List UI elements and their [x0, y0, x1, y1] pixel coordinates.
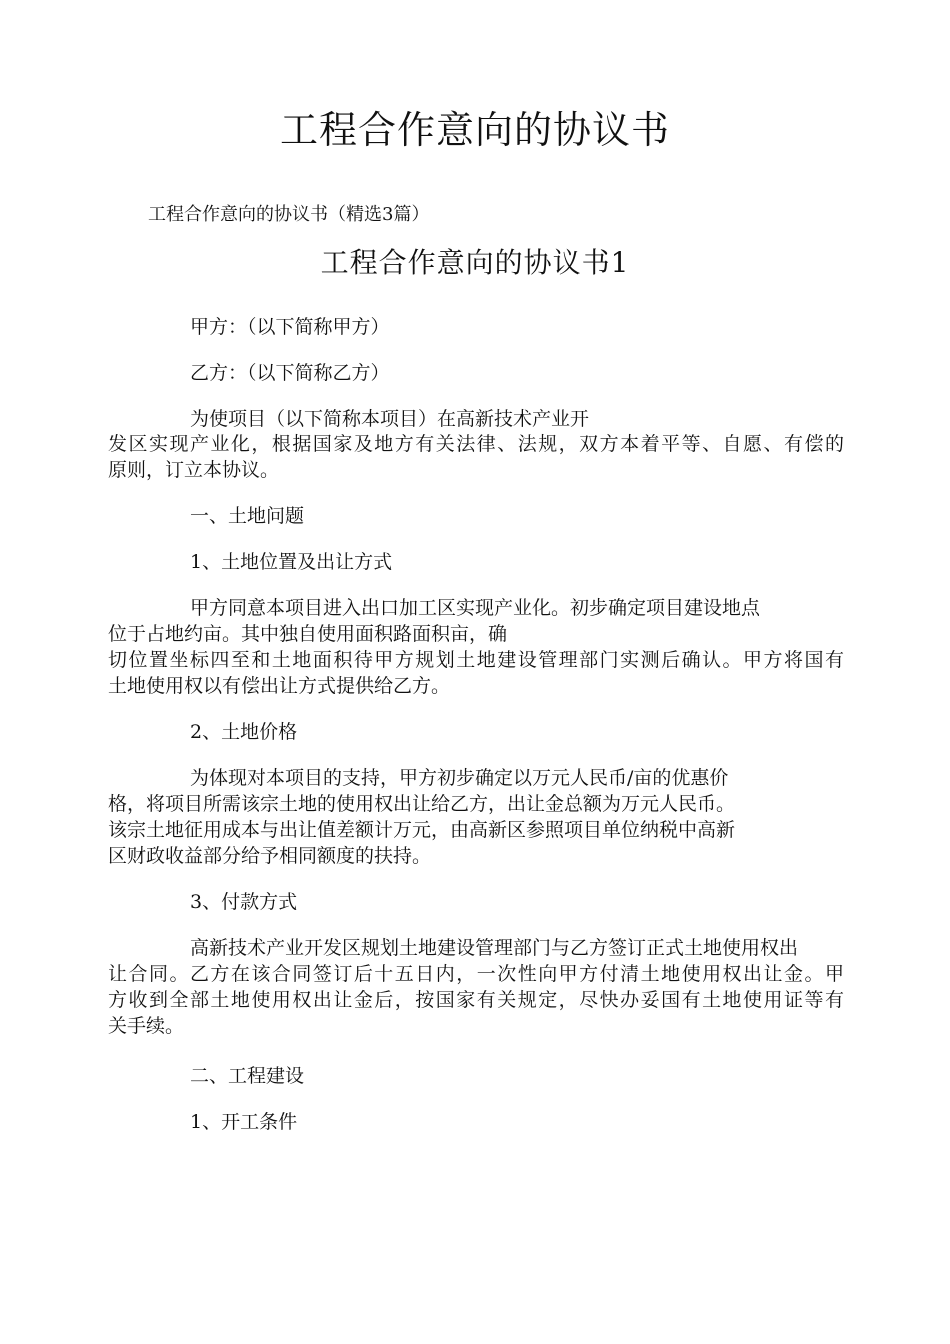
paragraph-line: 为使项目（以下简称本项目）在高新技术产业开 — [190, 408, 590, 430]
item-heading-location: 1、土地位置及出让方式 — [190, 551, 393, 573]
section-heading-land: 一、土地问题 — [190, 505, 305, 527]
party-a-line: 甲方：（以下简称甲方） — [190, 316, 390, 338]
paragraph-line: 切位置坐标四至和土地面积待甲方规划土地建设管理部门实测后确认。甲方将国有 — [108, 649, 844, 671]
paragraph-line: 位于占地约亩。其中独自使用面积路面积亩，确 — [108, 623, 508, 645]
paragraph-line: 高新技术产业开发区规划土地建设管理部门与乙方签订正式土地使用权出 — [190, 937, 799, 959]
section-heading-construction: 二、工程建设 — [190, 1065, 305, 1087]
paragraph-line: 该宗土地征用成本与出让值差额计万元，由高新区参照项目单位纳税中高新 — [108, 819, 736, 841]
item-heading-payment: 3、付款方式 — [190, 891, 298, 913]
party-b-line: 乙方：（以下简称乙方） — [190, 362, 390, 384]
paragraph-line: 甲方同意本项目进入出口加工区实现产业化。初步确定项目建设地点 — [190, 597, 761, 619]
paragraph-line: 让合同。乙方在该合同签订后十五日内，一次性向甲方付清土地使用权出让金。甲 — [108, 963, 844, 985]
paragraph-line: 关手续。 — [108, 1015, 185, 1037]
paragraph-line: 土地使用权以有偿出让方式提供给乙方。 — [108, 675, 451, 697]
paragraph-line: 方收到全部土地使用权出让金后，按国家有关规定，尽快办妥国有土地使用证等有 — [108, 989, 844, 1011]
paragraph-line: 发区实现产业化，根据国家及地方有关法律、法规，双方本着平等、自愿、有偿的 — [108, 433, 844, 455]
section-heading: 工程合作意向的协议书1 — [320, 246, 630, 279]
paragraph-line: 格，将项目所需该宗土地的使用权出让给乙方，出让金总额为万元人民币。 — [108, 793, 736, 815]
paragraph-line: 区财政收益部分给予相同额度的扶持。 — [108, 845, 432, 867]
document-title: 工程合作意向的协议书 — [279, 108, 670, 152]
item-heading-start-conditions: 1、开工条件 — [190, 1111, 298, 1133]
document-intro: 工程合作意向的协议书（精选3篇） — [148, 204, 430, 225]
item-heading-price: 2、土地价格 — [190, 721, 298, 743]
paragraph-line: 为体现对本项目的支持，甲方初步确定以万元人民币/亩的优惠价 — [190, 767, 729, 789]
paragraph-line: 原则，订立本协议。 — [108, 459, 280, 481]
